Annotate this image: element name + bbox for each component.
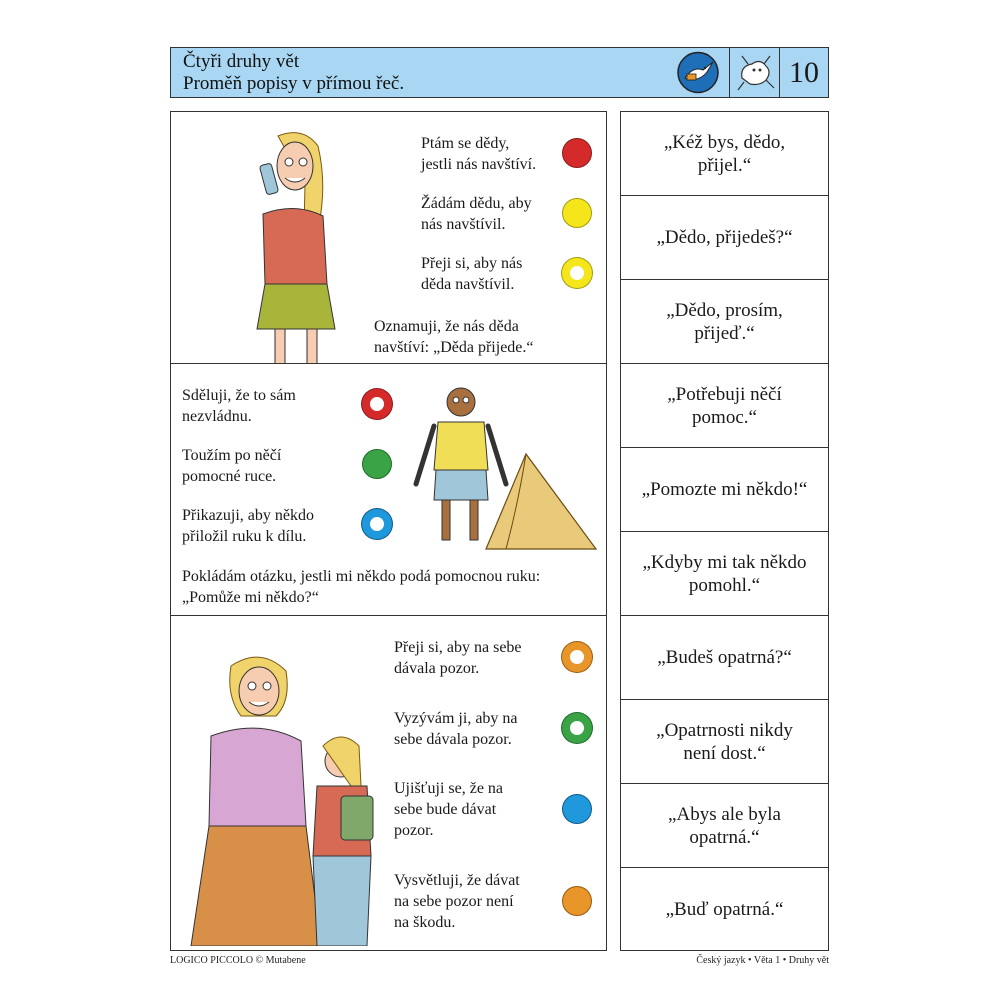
s2-item-2-text: Toužím po něčí pomocné ruce.	[182, 447, 282, 485]
s1-item-3-text: Přeji si, aby nás děda navštívil.	[421, 255, 523, 293]
answer-card-9[interactable]: „Abys ale byla opatrná.“	[620, 783, 829, 868]
s2-item-3-text: Přikazuji, aby někdo přiložil ruku k dílu.	[182, 507, 314, 545]
mother-daughter-illustration	[181, 646, 381, 946]
orange-ring-icon[interactable]	[562, 642, 592, 672]
answer-card-1[interactable]: „Kéž bys, dědo, přijel.“	[620, 111, 829, 196]
footer-right: Český jazyk • Věta 1 • Druhy vět	[696, 955, 829, 966]
s2-example-text: Pokládám otázku, jestli mi někdo podá pomocnou ruku: „Pomůže mi někdo?“	[182, 568, 541, 606]
answer-card-7[interactable]: „Budeš opatrná?“	[620, 615, 829, 700]
title-line-1: Čtyři druhy vět	[183, 51, 300, 72]
frog-mascot-icon	[729, 48, 779, 97]
s3-item-1-text: Přeji si, aby na sebe dávala pozor.	[394, 639, 522, 677]
girl-phone-illustration	[223, 124, 353, 364]
answer-card-2[interactable]: „Dědo, přijedeš?“	[620, 195, 829, 280]
section-3-panel	[170, 615, 607, 951]
green-dot-icon[interactable]	[362, 449, 392, 479]
title-line-2: Proměň popisy v přímou řeč.	[183, 73, 405, 94]
s1-item-2-text: Žádám dědu, aby nás navštívil.	[421, 195, 532, 233]
yellow-dot-icon[interactable]	[562, 198, 592, 228]
green-ring-icon[interactable]	[562, 713, 592, 743]
footer-left: LOGICO PICCOLO © Mutabene	[170, 955, 306, 966]
answer-card-4[interactable]: „Potřebuji něčí pomoc.“	[620, 363, 829, 448]
blue-dot-icon[interactable]	[562, 794, 592, 824]
orange-dot-icon[interactable]	[562, 886, 592, 916]
red-ring-icon[interactable]	[362, 389, 392, 419]
answer-card-3[interactable]: „Dědo, prosím, přijeď.“	[620, 279, 829, 364]
stork-logo-icon	[667, 48, 729, 97]
page-number: 10	[789, 56, 819, 89]
s3-item-3-text: Ujišťuji se, že na sebe bude dávat pozor.	[394, 780, 504, 839]
page-number-box	[779, 48, 828, 97]
header-bar	[170, 47, 829, 98]
answer-card-10[interactable]: „Buď opatrná.“	[620, 867, 829, 951]
boy-tent-illustration	[406, 374, 606, 559]
s3-item-4-text: Vysvětluji, že dávat na sebe pozor není na škodu.	[394, 872, 520, 931]
red-dot-icon[interactable]	[562, 138, 592, 168]
s1-item-1-text: Ptám se dědy, jestli nás navštíví.	[421, 135, 537, 173]
s3-item-2-text: Vyzývám ji, aby na sebe dávala pozor.	[394, 710, 518, 748]
answer-card-6[interactable]: „Kdyby mi tak někdo pomohl.“	[620, 531, 829, 616]
answer-card-5[interactable]: „Pomozte mi někdo!“	[620, 447, 829, 532]
s1-example-text: Oznamuji, že nás děda navštíví: „Děda přijede.“	[374, 318, 534, 356]
blue-ring-icon[interactable]	[362, 509, 392, 539]
yellow-ring-icon[interactable]	[562, 258, 592, 288]
answer-card-8[interactable]: „Opatrnosti nikdy není dost.“	[620, 699, 829, 784]
s2-item-1-text: Sděluji, že to sám nezvládnu.	[182, 387, 296, 425]
